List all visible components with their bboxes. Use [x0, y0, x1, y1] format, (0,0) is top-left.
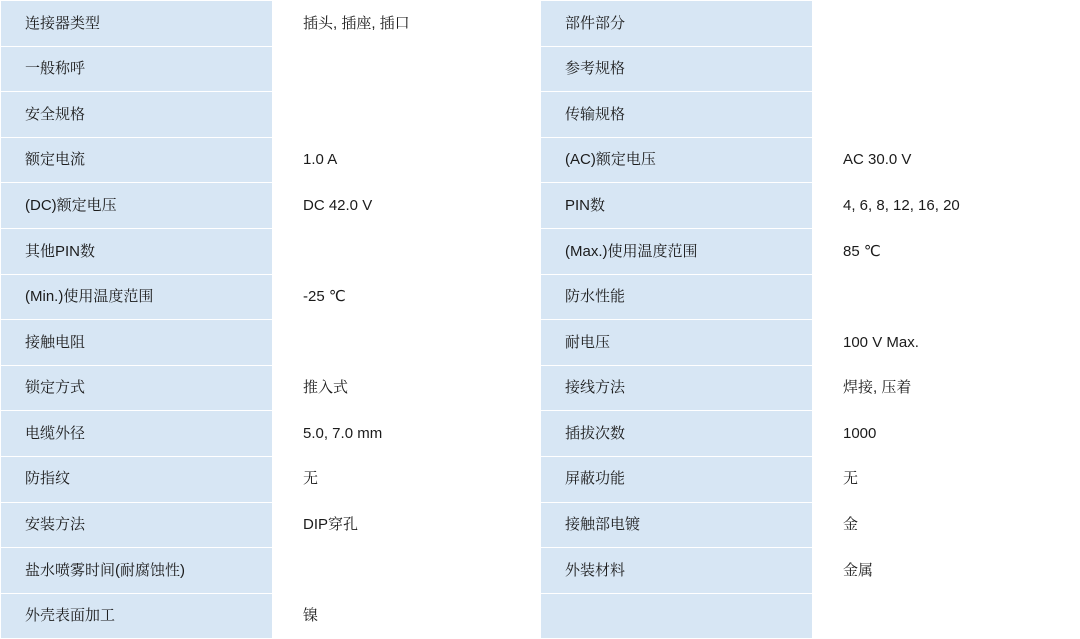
spec-value: 镍: [273, 593, 541, 639]
spec-value: [273, 46, 541, 92]
spec-value: 金: [813, 502, 1080, 548]
spec-label: 安装方法: [1, 502, 273, 548]
spec-value: [813, 274, 1080, 320]
spec-value: [813, 92, 1080, 138]
spec-label: 电缆外径: [1, 411, 273, 457]
spec-value: 无: [813, 456, 1080, 502]
spec-value: 插头, 插座, 插口: [273, 1, 541, 47]
spec-label: 耐电压: [541, 320, 813, 366]
spec-label: 外壳表面加工: [1, 593, 273, 639]
table-row: [1, 274, 1080, 320]
spec-value: 1000: [813, 411, 1080, 457]
spec-label: 其他PIN数: [1, 228, 273, 274]
spec-value: 100 V Max.: [813, 320, 1080, 366]
spec-value: 85 ℃: [813, 228, 1080, 274]
spec-label: 安全规格: [1, 92, 273, 138]
table-row: [1, 92, 1080, 138]
spec-value: [813, 593, 1080, 639]
spec-value: 无: [273, 456, 541, 502]
table-row: [1, 365, 1080, 411]
spec-label: (Max.)使用温度范围: [541, 228, 813, 274]
spec-value: [813, 46, 1080, 92]
spec-label: 盐水喷雾时间(耐腐蚀性): [1, 548, 273, 594]
spec-value: DIP穿孔: [273, 502, 541, 548]
spec-label: 参考规格: [541, 46, 813, 92]
spec-label: 外装材料: [541, 548, 813, 594]
spec-label: 屏蔽功能: [541, 456, 813, 502]
spec-label: (AC)额定电压: [541, 137, 813, 183]
table-row: [1, 593, 1080, 639]
spec-label: [541, 593, 813, 639]
spec-value: -25 ℃: [273, 274, 541, 320]
spec-label: (DC)额定电压: [1, 183, 273, 229]
spec-value: 5.0, 7.0 mm: [273, 411, 541, 457]
table-row: [1, 183, 1080, 229]
spec-label: 额定电流: [1, 137, 273, 183]
spec-label: 接线方法: [541, 365, 813, 411]
spec-value: [273, 548, 541, 594]
spec-label: 防指纹: [1, 456, 273, 502]
specification-table-body: [1, 1, 1080, 639]
spec-value: 1.0 A: [273, 137, 541, 183]
spec-label: 连接器类型: [1, 1, 273, 47]
table-row: [1, 320, 1080, 366]
spec-value: 推入式: [273, 365, 541, 411]
table-row: [1, 46, 1080, 92]
table-row: [1, 456, 1080, 502]
spec-label: 锁定方式: [1, 365, 273, 411]
spec-value: 焊接, 压着: [813, 365, 1080, 411]
spec-label: 传输规格: [541, 92, 813, 138]
table-row: [1, 411, 1080, 457]
spec-label: 防水性能: [541, 274, 813, 320]
table-row: [1, 228, 1080, 274]
spec-value: [273, 92, 541, 138]
spec-value: 4, 6, 8, 12, 16, 20: [813, 183, 1080, 229]
spec-value: [273, 228, 541, 274]
spec-value: 金属: [813, 548, 1080, 594]
table-row: [1, 502, 1080, 548]
spec-value: [273, 320, 541, 366]
spec-label: PIN数: [541, 183, 813, 229]
spec-label: 插拔次数: [541, 411, 813, 457]
spec-label: 接触部电镀: [541, 502, 813, 548]
spec-value: AC 30.0 V: [813, 137, 1080, 183]
spec-label: 部件部分: [541, 1, 813, 47]
spec-value: DC 42.0 V: [273, 183, 541, 229]
spec-label: (Min.)使用温度范围: [1, 274, 273, 320]
table-row: [1, 548, 1080, 594]
spec-value: [813, 1, 1080, 47]
spec-label: 一般称呼: [1, 46, 273, 92]
table-row: [1, 1, 1080, 47]
table-row: [1, 137, 1080, 183]
spec-label: 接触电阻: [1, 320, 273, 366]
